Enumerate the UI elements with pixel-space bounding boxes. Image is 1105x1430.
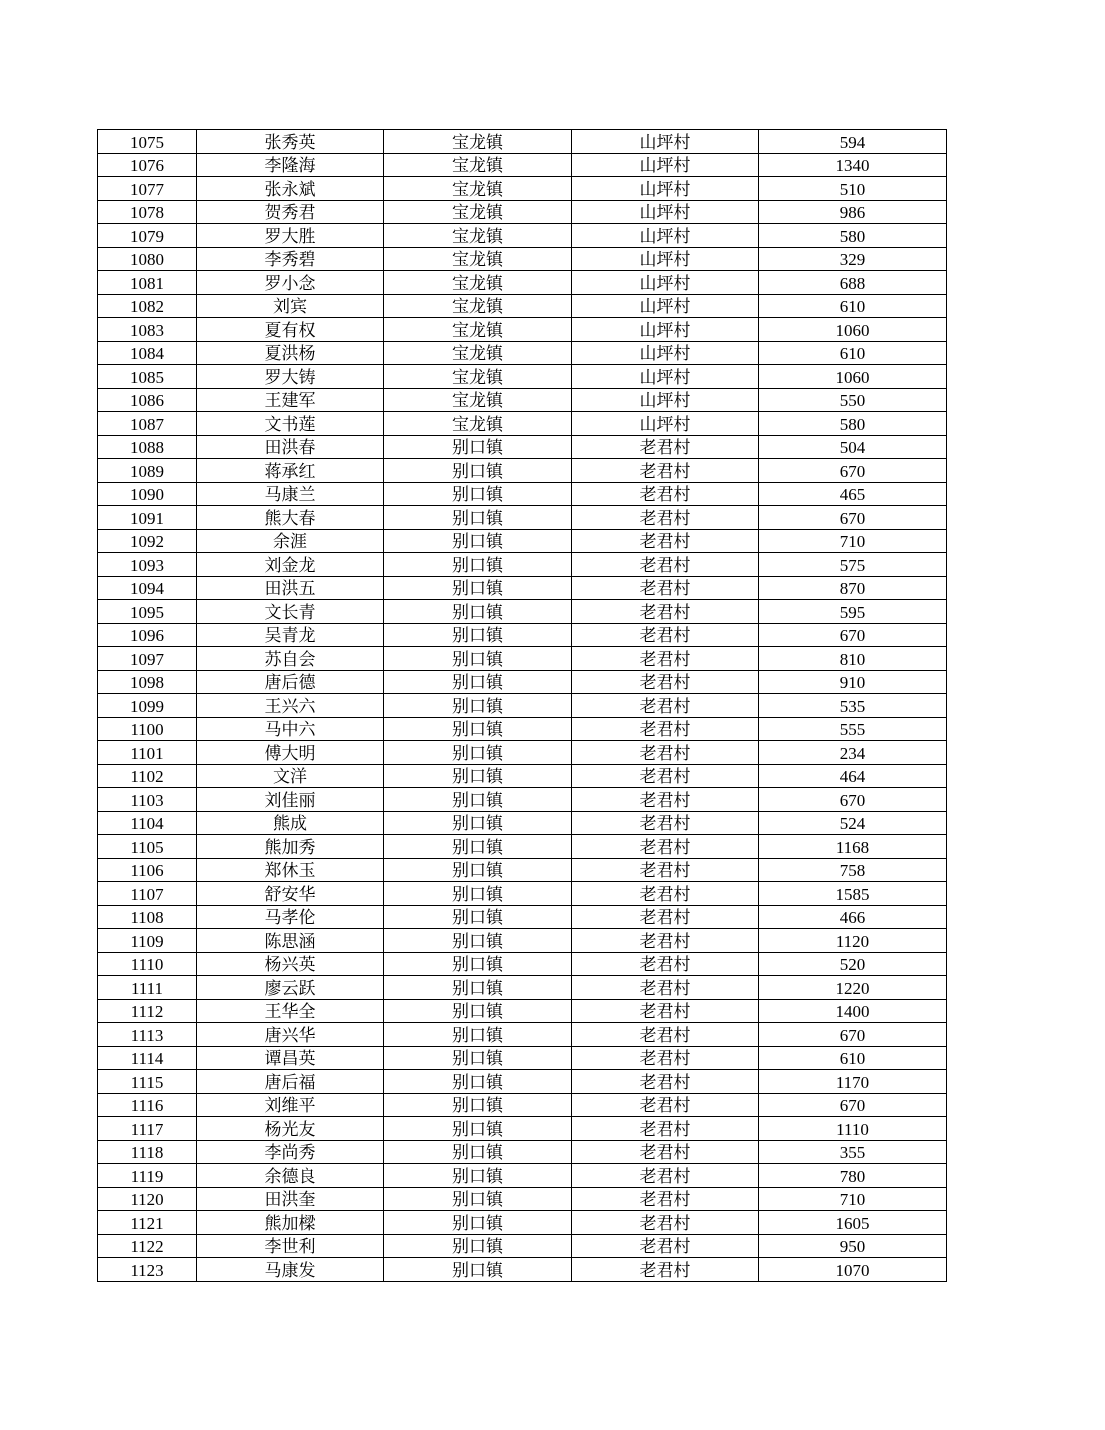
name-cell: 李隆海 (197, 153, 384, 177)
amount-cell: 535 (759, 694, 947, 718)
name-cell: 余德良 (197, 1164, 384, 1188)
village-cell: 老君村 (572, 929, 759, 953)
table-row (98, 153, 947, 177)
name-cell: 陈思涵 (197, 929, 384, 953)
amount-cell: 780 (759, 1164, 947, 1188)
village-cell: 老君村 (572, 835, 759, 859)
amount-cell: 575 (759, 553, 947, 577)
name-cell: 贺秀君 (197, 200, 384, 224)
table-row (98, 1093, 947, 1117)
town-cell: 别口镇 (384, 1117, 572, 1141)
table-body (98, 130, 947, 1282)
amount-cell: 234 (759, 741, 947, 765)
name-cell: 张秀英 (197, 130, 384, 154)
name-cell: 马康发 (197, 1258, 384, 1282)
name-cell: 文书莲 (197, 412, 384, 436)
town-cell: 别口镇 (384, 1093, 572, 1117)
amount-cell: 510 (759, 177, 947, 201)
table-row (98, 177, 947, 201)
village-cell: 老君村 (572, 482, 759, 506)
village-cell: 老君村 (572, 1046, 759, 1070)
village-cell: 山坪村 (572, 271, 759, 295)
town-cell: 别口镇 (384, 1258, 572, 1282)
row-number-cell: 1075 (98, 130, 197, 154)
village-cell: 山坪村 (572, 318, 759, 342)
amount-cell: 465 (759, 482, 947, 506)
village-cell: 老君村 (572, 1140, 759, 1164)
amount-cell: 329 (759, 247, 947, 271)
table-row (98, 1046, 947, 1070)
town-cell: 宝龙镇 (384, 318, 572, 342)
amount-cell: 810 (759, 647, 947, 671)
village-cell: 老君村 (572, 999, 759, 1023)
table-row (98, 764, 947, 788)
table-row (98, 506, 947, 530)
name-cell: 刘佳丽 (197, 788, 384, 812)
row-number-cell: 1107 (98, 882, 197, 906)
table-row (98, 200, 947, 224)
town-cell: 别口镇 (384, 482, 572, 506)
town-cell: 别口镇 (384, 1023, 572, 1047)
name-cell: 刘宾 (197, 294, 384, 318)
row-number-cell: 1076 (98, 153, 197, 177)
village-cell: 老君村 (572, 1117, 759, 1141)
name-cell: 马中六 (197, 717, 384, 741)
amount-cell: 986 (759, 200, 947, 224)
town-cell: 别口镇 (384, 529, 572, 553)
amount-cell: 670 (759, 623, 947, 647)
table-row (98, 365, 947, 389)
amount-cell: 580 (759, 412, 947, 436)
amount-cell: 1170 (759, 1070, 947, 1094)
table-row (98, 670, 947, 694)
row-number-cell: 1099 (98, 694, 197, 718)
town-cell: 宝龙镇 (384, 153, 572, 177)
row-number-cell: 1102 (98, 764, 197, 788)
village-cell: 山坪村 (572, 294, 759, 318)
village-cell: 山坪村 (572, 224, 759, 248)
town-cell: 别口镇 (384, 1164, 572, 1188)
table-row (98, 435, 947, 459)
row-number-cell: 1120 (98, 1187, 197, 1211)
name-cell: 田洪春 (197, 435, 384, 459)
village-cell: 老君村 (572, 553, 759, 577)
row-number-cell: 1111 (98, 976, 197, 1000)
village-cell: 老君村 (572, 600, 759, 624)
row-number-cell: 1093 (98, 553, 197, 577)
table-row (98, 999, 947, 1023)
town-cell: 宝龙镇 (384, 388, 572, 412)
amount-cell: 1060 (759, 318, 947, 342)
table-row (98, 482, 947, 506)
amount-cell: 910 (759, 670, 947, 694)
village-cell: 山坪村 (572, 177, 759, 201)
table-row (98, 741, 947, 765)
table-row (98, 576, 947, 600)
row-number-cell: 1123 (98, 1258, 197, 1282)
town-cell: 别口镇 (384, 1140, 572, 1164)
amount-cell: 670 (759, 459, 947, 483)
amount-cell: 524 (759, 811, 947, 835)
village-cell: 老君村 (572, 506, 759, 530)
amount-cell: 710 (759, 1187, 947, 1211)
row-number-cell: 1082 (98, 294, 197, 318)
row-number-cell: 1080 (98, 247, 197, 271)
table-row (98, 1164, 947, 1188)
row-number-cell: 1078 (98, 200, 197, 224)
table-row (98, 1117, 947, 1141)
table-row (98, 976, 947, 1000)
village-cell: 山坪村 (572, 412, 759, 436)
table-row (98, 388, 947, 412)
name-cell: 蒋承红 (197, 459, 384, 483)
amount-cell: 610 (759, 341, 947, 365)
name-cell: 罗大铸 (197, 365, 384, 389)
row-number-cell: 1117 (98, 1117, 197, 1141)
row-number-cell: 1108 (98, 905, 197, 929)
town-cell: 别口镇 (384, 811, 572, 835)
name-cell: 王建军 (197, 388, 384, 412)
table-row (98, 835, 947, 859)
village-cell: 老君村 (572, 1234, 759, 1258)
village-cell: 老君村 (572, 858, 759, 882)
village-cell: 老君村 (572, 788, 759, 812)
village-cell: 老君村 (572, 694, 759, 718)
village-cell: 山坪村 (572, 365, 759, 389)
name-cell: 唐兴华 (197, 1023, 384, 1047)
name-cell: 刘金龙 (197, 553, 384, 577)
row-number-cell: 1088 (98, 435, 197, 459)
row-number-cell: 1100 (98, 717, 197, 741)
row-number-cell: 1116 (98, 1093, 197, 1117)
table-row (98, 600, 947, 624)
row-number-cell: 1119 (98, 1164, 197, 1188)
town-cell: 别口镇 (384, 905, 572, 929)
row-number-cell: 1103 (98, 788, 197, 812)
amount-cell: 670 (759, 1023, 947, 1047)
table-row (98, 1023, 947, 1047)
name-cell: 廖云跃 (197, 976, 384, 1000)
town-cell: 别口镇 (384, 717, 572, 741)
village-cell: 老君村 (572, 1164, 759, 1188)
name-cell: 李世利 (197, 1234, 384, 1258)
town-cell: 宝龙镇 (384, 271, 572, 295)
amount-cell: 1605 (759, 1211, 947, 1235)
amount-cell: 950 (759, 1234, 947, 1258)
row-number-cell: 1077 (98, 177, 197, 201)
table-row (98, 553, 947, 577)
amount-cell: 670 (759, 1093, 947, 1117)
town-cell: 别口镇 (384, 882, 572, 906)
name-cell: 舒安华 (197, 882, 384, 906)
town-cell: 别口镇 (384, 435, 572, 459)
town-cell: 别口镇 (384, 647, 572, 671)
village-cell: 山坪村 (572, 341, 759, 365)
table-row (98, 341, 947, 365)
table-row (98, 459, 947, 483)
row-number-cell: 1112 (98, 999, 197, 1023)
table-row (98, 647, 947, 671)
name-cell: 王华全 (197, 999, 384, 1023)
name-cell: 罗小念 (197, 271, 384, 295)
village-cell: 山坪村 (572, 388, 759, 412)
row-number-cell: 1089 (98, 459, 197, 483)
village-cell: 老君村 (572, 1258, 759, 1282)
amount-cell: 466 (759, 905, 947, 929)
name-cell: 王兴六 (197, 694, 384, 718)
village-cell: 老君村 (572, 764, 759, 788)
table-row (98, 717, 947, 741)
village-cell: 山坪村 (572, 247, 759, 271)
amount-cell: 580 (759, 224, 947, 248)
town-cell: 别口镇 (384, 788, 572, 812)
name-cell: 熊加樑 (197, 1211, 384, 1235)
table-row (98, 1070, 947, 1094)
village-cell: 老君村 (572, 435, 759, 459)
table-row (98, 294, 947, 318)
town-cell: 别口镇 (384, 600, 572, 624)
village-cell: 老君村 (572, 647, 759, 671)
row-number-cell: 1109 (98, 929, 197, 953)
table-row (98, 905, 947, 929)
amount-cell: 464 (759, 764, 947, 788)
table-row (98, 811, 947, 835)
row-number-cell: 1095 (98, 600, 197, 624)
amount-cell: 594 (759, 130, 947, 154)
town-cell: 别口镇 (384, 999, 572, 1023)
amount-cell: 1070 (759, 1258, 947, 1282)
amount-cell: 1340 (759, 153, 947, 177)
table-row (98, 952, 947, 976)
amount-cell: 610 (759, 1046, 947, 1070)
table-row (98, 858, 947, 882)
name-cell: 傅大明 (197, 741, 384, 765)
village-cell: 老君村 (572, 1187, 759, 1211)
name-cell: 夏洪杨 (197, 341, 384, 365)
table-row (98, 130, 947, 154)
table-row (98, 694, 947, 718)
village-cell: 老君村 (572, 1093, 759, 1117)
town-cell: 别口镇 (384, 1187, 572, 1211)
name-cell: 文洋 (197, 764, 384, 788)
name-cell: 马孝伦 (197, 905, 384, 929)
amount-cell: 1120 (759, 929, 947, 953)
amount-cell: 670 (759, 788, 947, 812)
amount-cell: 610 (759, 294, 947, 318)
town-cell: 别口镇 (384, 459, 572, 483)
name-cell: 李秀碧 (197, 247, 384, 271)
table-row (98, 412, 947, 436)
amount-cell: 550 (759, 388, 947, 412)
town-cell: 宝龙镇 (384, 247, 572, 271)
row-number-cell: 1090 (98, 482, 197, 506)
village-cell: 老君村 (572, 1023, 759, 1047)
name-cell: 夏有权 (197, 318, 384, 342)
amount-cell: 710 (759, 529, 947, 553)
row-number-cell: 1106 (98, 858, 197, 882)
table-row (98, 882, 947, 906)
row-number-cell: 1083 (98, 318, 197, 342)
village-cell: 老君村 (572, 976, 759, 1000)
town-cell: 别口镇 (384, 1234, 572, 1258)
town-cell: 别口镇 (384, 929, 572, 953)
village-cell: 老君村 (572, 1070, 759, 1094)
row-number-cell: 1115 (98, 1070, 197, 1094)
row-number-cell: 1121 (98, 1211, 197, 1235)
village-cell: 老君村 (572, 811, 759, 835)
amount-cell: 1168 (759, 835, 947, 859)
row-number-cell: 1087 (98, 412, 197, 436)
amount-cell: 520 (759, 952, 947, 976)
town-cell: 别口镇 (384, 623, 572, 647)
row-number-cell: 1094 (98, 576, 197, 600)
row-number-cell: 1114 (98, 1046, 197, 1070)
amount-cell: 555 (759, 717, 947, 741)
village-cell: 老君村 (572, 576, 759, 600)
amount-cell: 1220 (759, 976, 947, 1000)
village-cell: 山坪村 (572, 200, 759, 224)
village-cell: 老君村 (572, 741, 759, 765)
table-row (98, 1258, 947, 1282)
table-row (98, 1140, 947, 1164)
amount-cell: 355 (759, 1140, 947, 1164)
name-cell: 张永斌 (197, 177, 384, 201)
town-cell: 别口镇 (384, 976, 572, 1000)
row-number-cell: 1122 (98, 1234, 197, 1258)
name-cell: 熊成 (197, 811, 384, 835)
table-row (98, 224, 947, 248)
village-cell: 老君村 (572, 459, 759, 483)
name-cell: 杨兴英 (197, 952, 384, 976)
row-number-cell: 1081 (98, 271, 197, 295)
town-cell: 宝龙镇 (384, 294, 572, 318)
name-cell: 罗大胜 (197, 224, 384, 248)
row-number-cell: 1092 (98, 529, 197, 553)
name-cell: 郑休玉 (197, 858, 384, 882)
name-cell: 李尚秀 (197, 1140, 384, 1164)
name-cell: 吴青龙 (197, 623, 384, 647)
row-number-cell: 1079 (98, 224, 197, 248)
row-number-cell: 1091 (98, 506, 197, 530)
town-cell: 宝龙镇 (384, 224, 572, 248)
town-cell: 别口镇 (384, 553, 572, 577)
table-row (98, 318, 947, 342)
amount-cell: 504 (759, 435, 947, 459)
town-cell: 别口镇 (384, 741, 572, 765)
town-cell: 别口镇 (384, 952, 572, 976)
amount-cell: 1585 (759, 882, 947, 906)
town-cell: 别口镇 (384, 694, 572, 718)
town-cell: 宝龙镇 (384, 341, 572, 365)
row-number-cell: 1097 (98, 647, 197, 671)
row-number-cell: 1086 (98, 388, 197, 412)
row-number-cell: 1085 (98, 365, 197, 389)
amount-cell: 595 (759, 600, 947, 624)
village-cell: 老君村 (572, 529, 759, 553)
data-table (97, 129, 947, 1282)
name-cell: 马康兰 (197, 482, 384, 506)
town-cell: 宝龙镇 (384, 177, 572, 201)
name-cell: 谭昌英 (197, 1046, 384, 1070)
village-cell: 老君村 (572, 882, 759, 906)
village-cell: 老君村 (572, 952, 759, 976)
table-row (98, 1211, 947, 1235)
town-cell: 别口镇 (384, 835, 572, 859)
row-number-cell: 1110 (98, 952, 197, 976)
table-row (98, 623, 947, 647)
table-row (98, 529, 947, 553)
name-cell: 文长青 (197, 600, 384, 624)
town-cell: 别口镇 (384, 858, 572, 882)
amount-cell: 758 (759, 858, 947, 882)
town-cell: 别口镇 (384, 1070, 572, 1094)
row-number-cell: 1084 (98, 341, 197, 365)
name-cell: 田洪五 (197, 576, 384, 600)
table-row (98, 929, 947, 953)
table-row (98, 247, 947, 271)
name-cell: 余涯 (197, 529, 384, 553)
table-row (98, 1187, 947, 1211)
village-cell: 山坪村 (572, 130, 759, 154)
village-cell: 老君村 (572, 905, 759, 929)
row-number-cell: 1105 (98, 835, 197, 859)
amount-cell: 870 (759, 576, 947, 600)
village-cell: 山坪村 (572, 153, 759, 177)
row-number-cell: 1104 (98, 811, 197, 835)
row-number-cell: 1101 (98, 741, 197, 765)
table-row (98, 271, 947, 295)
town-cell: 别口镇 (384, 576, 572, 600)
town-cell: 别口镇 (384, 1211, 572, 1235)
town-cell: 别口镇 (384, 1046, 572, 1070)
name-cell: 熊加秀 (197, 835, 384, 859)
amount-cell: 1060 (759, 365, 947, 389)
row-number-cell: 1118 (98, 1140, 197, 1164)
amount-cell: 1400 (759, 999, 947, 1023)
name-cell: 熊大春 (197, 506, 384, 530)
town-cell: 宝龙镇 (384, 365, 572, 389)
row-number-cell: 1098 (98, 670, 197, 694)
name-cell: 田洪奎 (197, 1187, 384, 1211)
table-row (98, 788, 947, 812)
town-cell: 别口镇 (384, 506, 572, 530)
name-cell: 唐后福 (197, 1070, 384, 1094)
name-cell: 唐后德 (197, 670, 384, 694)
amount-cell: 1110 (759, 1117, 947, 1141)
village-cell: 老君村 (572, 623, 759, 647)
town-cell: 宝龙镇 (384, 200, 572, 224)
name-cell: 刘维平 (197, 1093, 384, 1117)
amount-cell: 688 (759, 271, 947, 295)
town-cell: 别口镇 (384, 764, 572, 788)
town-cell: 宝龙镇 (384, 130, 572, 154)
town-cell: 宝龙镇 (384, 412, 572, 436)
amount-cell: 670 (759, 506, 947, 530)
village-cell: 老君村 (572, 1211, 759, 1235)
town-cell: 别口镇 (384, 670, 572, 694)
village-cell: 老君村 (572, 670, 759, 694)
name-cell: 杨光友 (197, 1117, 384, 1141)
row-number-cell: 1113 (98, 1023, 197, 1047)
name-cell: 苏自会 (197, 647, 384, 671)
table-row (98, 1234, 947, 1258)
row-number-cell: 1096 (98, 623, 197, 647)
village-cell: 老君村 (572, 717, 759, 741)
